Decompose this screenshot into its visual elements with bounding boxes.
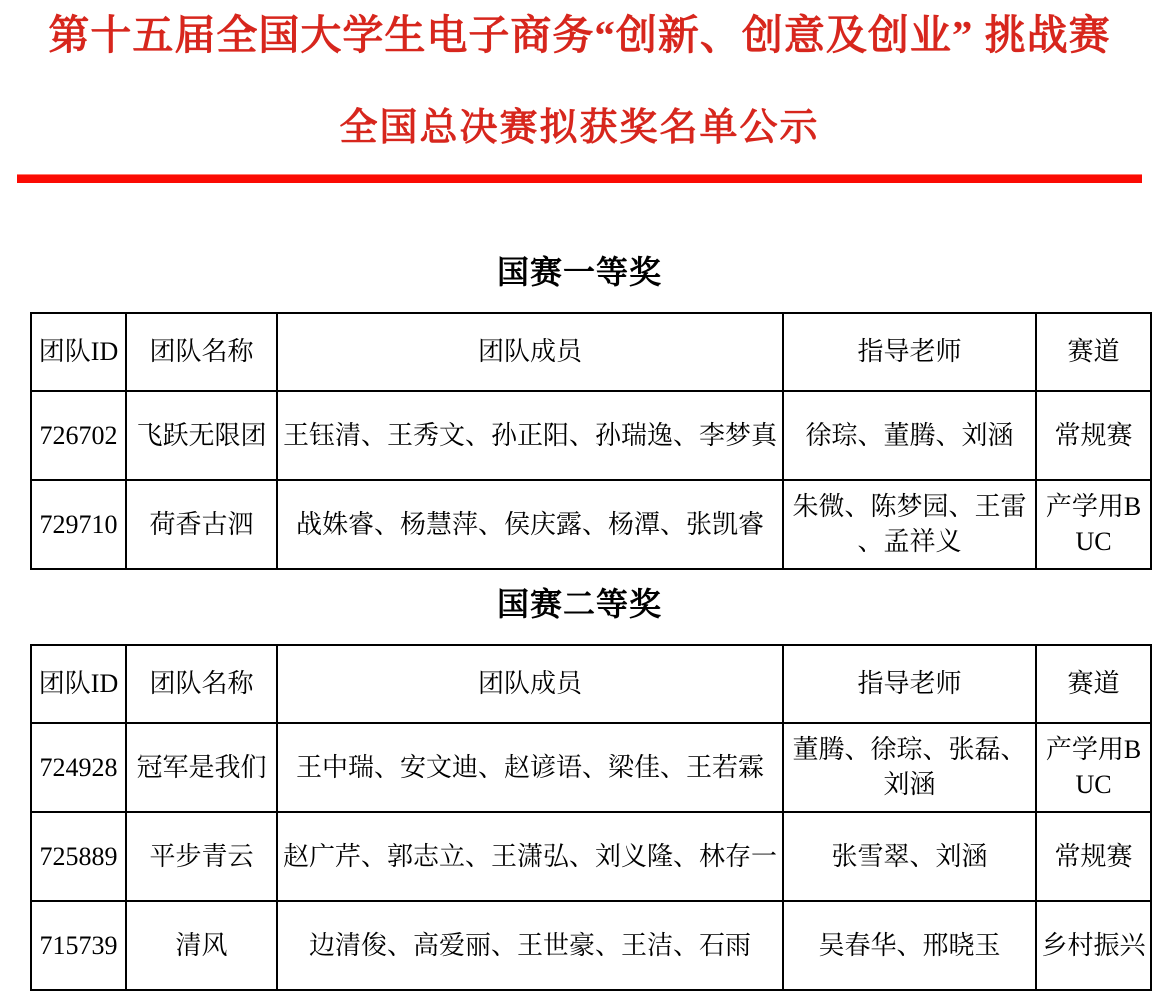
awards-table	[30, 312, 1152, 570]
track-cell: 乡村振兴	[1036, 901, 1151, 990]
awards-section	[0, 579, 1159, 991]
document-title-line2: 全国总决赛拟获奖名单公示	[339, 107, 820, 150]
column-header-track: 赛道	[1036, 313, 1151, 391]
column-header-name: 团队名称	[126, 645, 277, 723]
table-row	[31, 723, 1151, 812]
table-body	[31, 723, 1151, 990]
awards-table	[30, 644, 1152, 991]
id-cell: 729710	[31, 480, 126, 569]
section-heading: 国赛一等奖	[496, 253, 662, 290]
column-header-id: 团队ID	[31, 313, 126, 391]
sections-host	[0, 247, 1159, 991]
column-header-name: 团队名称	[126, 313, 277, 391]
name-cell: 荷香古泗	[126, 480, 277, 569]
column-header-members: 团队成员	[277, 645, 783, 723]
column-header-members: 团队成员	[277, 313, 783, 391]
red-divider	[17, 174, 1142, 183]
name-cell: 冠军是我们	[126, 723, 277, 812]
section-heading: 国赛二等奖	[496, 585, 662, 622]
table-row	[31, 812, 1151, 901]
track-cell: 常规赛	[1036, 812, 1151, 901]
members-cell: 赵广芹、郭志立、王潇弘、刘义隆、林存一	[277, 812, 783, 901]
teachers-cell: 张雪翠、刘涵	[783, 812, 1036, 901]
id-cell: 725889	[31, 812, 126, 901]
teachers-cell: 朱微、陈梦园、王雷、孟祥义	[783, 480, 1036, 569]
teachers-cell: 吴春华、邢晓玉	[783, 901, 1036, 990]
track-cell: 常规赛	[1036, 391, 1151, 480]
id-cell: 726702	[31, 391, 126, 480]
members-cell: 边清俊、高爱丽、王世豪、王洁、石雨	[277, 901, 783, 990]
column-header-teachers: 指导老师	[783, 645, 1036, 723]
name-cell: 平步青云	[126, 812, 277, 901]
members-cell: 王中瑞、安文迪、赵谚语、梁佳、王若霖	[277, 723, 783, 812]
track-cell: 产学用BUC	[1036, 480, 1151, 569]
teachers-cell: 董腾、徐琮、张磊、刘涵	[783, 723, 1036, 812]
track-cell: 产学用BUC	[1036, 723, 1151, 812]
table-row	[31, 480, 1151, 569]
id-cell: 724928	[31, 723, 126, 812]
column-header-id: 团队ID	[31, 645, 126, 723]
column-header-teachers: 指导老师	[783, 313, 1036, 391]
members-cell: 王钰清、王秀文、孙正阳、孙瑞逸、李梦真	[277, 391, 783, 480]
id-cell: 715739	[31, 901, 126, 990]
name-cell: 飞跃无限团	[126, 391, 277, 480]
table-body	[31, 391, 1151, 569]
table-row	[31, 391, 1151, 480]
document-title-line1: 第十五届全国大学生电子商务“创新、创意及创业” 挑战赛	[48, 12, 1111, 58]
table-row	[31, 901, 1151, 990]
members-cell: 战姝睿、杨慧萍、侯庆露、杨潭、张凯睿	[277, 480, 783, 569]
header-row	[31, 645, 1151, 723]
header-row	[31, 313, 1151, 391]
column-header-track: 赛道	[1036, 645, 1151, 723]
teachers-cell: 徐琮、董腾、刘涵	[783, 391, 1036, 480]
name-cell: 清风	[126, 901, 277, 990]
awards-section	[0, 247, 1159, 570]
